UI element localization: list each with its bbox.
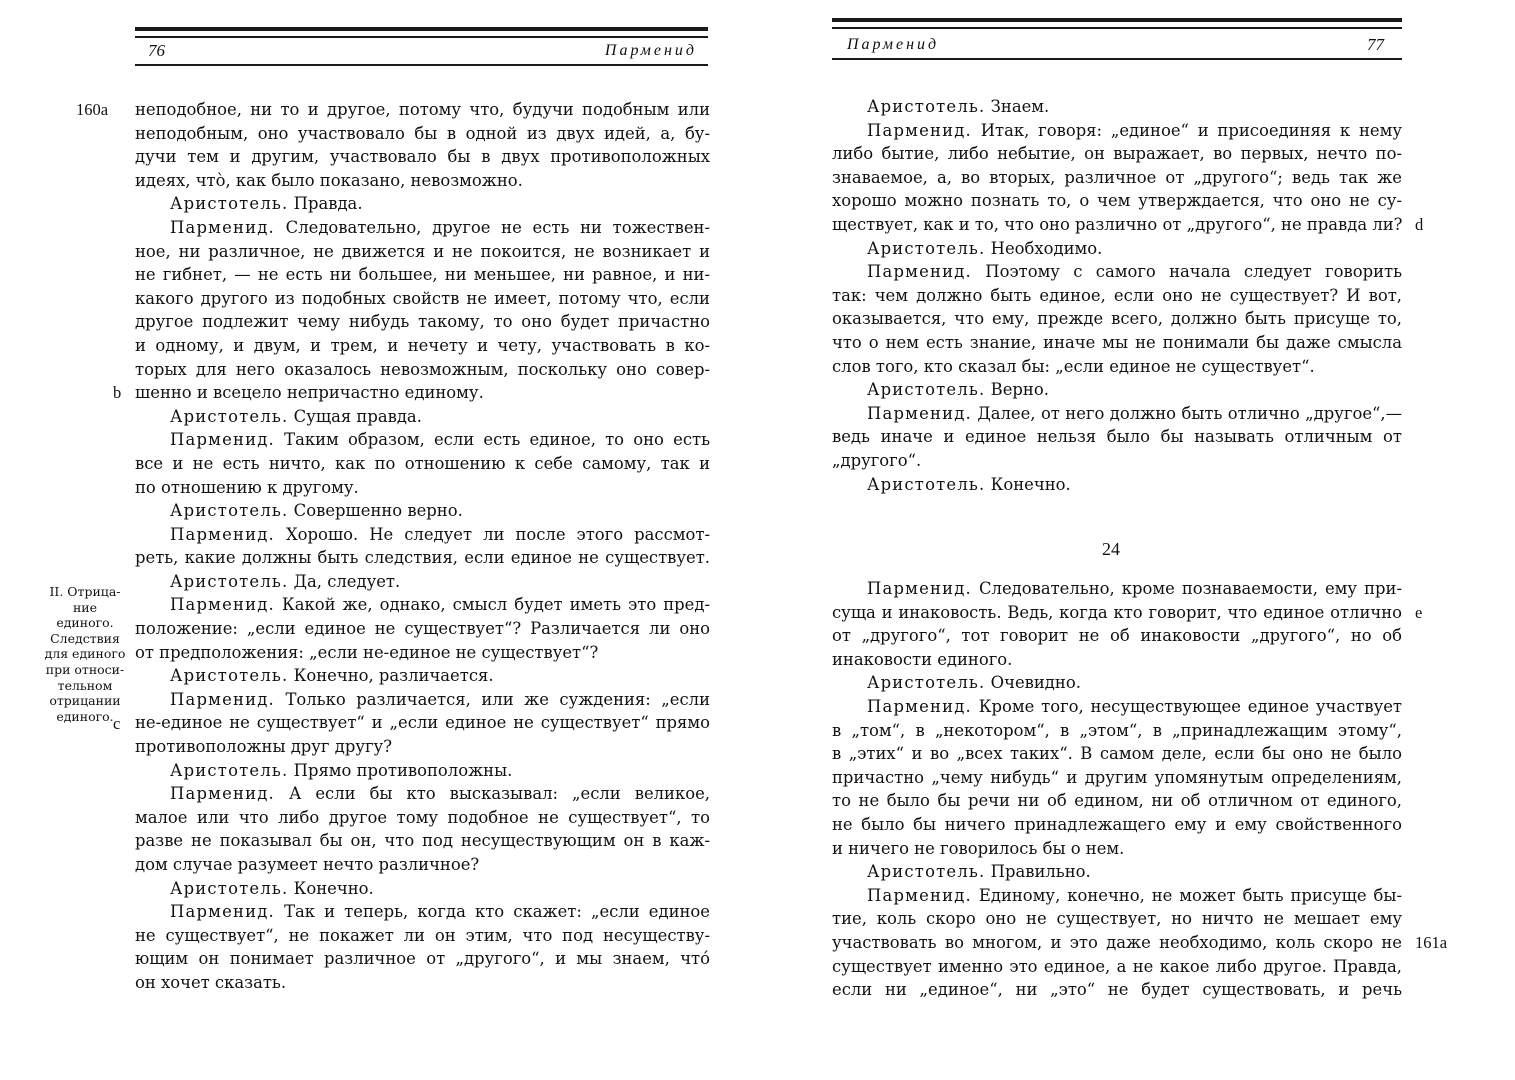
header-rule-mid — [135, 36, 708, 38]
text-line — [832, 789, 1402, 813]
text-line — [135, 711, 710, 735]
line-text: разве не показывал бы он, что под несуществующим он в каж- — [135, 831, 710, 851]
line-text: Хорошо. Не следует ли после этого рассмот- — [274, 524, 710, 544]
text-line — [135, 192, 710, 216]
line-text: Совершенно верно. — [288, 501, 463, 521]
speaker-name: Аристотель. — [867, 474, 986, 494]
text-line — [135, 523, 710, 547]
right-page — [757, 0, 1515, 1080]
line-text: Следовательно, кроме познаваемости, ему при- — [971, 579, 1402, 598]
speaker-name: Аристотель. — [170, 666, 289, 686]
line-text: все и не есть ничто, как по отношению к себе самому, так и — [135, 453, 710, 473]
text-line — [832, 189, 1402, 213]
text-line — [135, 570, 710, 594]
text-line — [135, 381, 710, 405]
text-line — [135, 310, 710, 334]
line-text: Далее, от него должно быть отлично „другое“,— — [971, 403, 1402, 423]
line-text: не было бы ничего принадлежащего ему и ему свойственного — [832, 814, 1402, 834]
line-text: причастно „чему нибудь“ и другим упомянутым определениям, — [832, 767, 1402, 787]
text-line — [832, 719, 1402, 743]
line-text: Поэтому с самого начала следует говорить — [971, 262, 1402, 282]
speaker-name: Парменид. — [867, 120, 972, 140]
text-line — [832, 331, 1402, 355]
text-line — [135, 145, 710, 169]
line-text: Очевидно. — [985, 673, 1081, 693]
speaker-name: Парменид. — [867, 579, 972, 598]
line-text: инаковости единого. — [832, 649, 1013, 669]
text-line — [832, 978, 1402, 1002]
text-line — [832, 766, 1402, 790]
line-text: то не было бы речи ни об едином, ни об отличном от единого, — [832, 791, 1402, 811]
left-body-text — [135, 98, 710, 995]
line-text: не-единое не существует“ и „если единое не существует“ прямо — [135, 713, 710, 733]
text-line — [135, 287, 710, 311]
margin-marker: c — [113, 713, 121, 733]
line-text: ведь иначе и единое нельзя было бы называть отличным от — [832, 427, 1402, 447]
text-line — [832, 931, 1402, 955]
text-line — [135, 853, 710, 877]
text-line — [135, 664, 710, 688]
right-body-text-top — [832, 95, 1402, 496]
right-body-text-bottom — [832, 577, 1402, 1002]
text-line — [135, 877, 710, 901]
speaker-name: Аристотель. — [867, 862, 986, 882]
line-text: торых для него оказалось невозможным, поскольку оно совер- — [135, 359, 710, 379]
text-line — [135, 735, 710, 759]
line-text: в „том“, в „некотором“, в „этом“, в „принадлежащим этому“, — [832, 720, 1402, 740]
text-line — [135, 759, 710, 783]
text-line — [832, 260, 1402, 284]
left-page — [0, 0, 757, 1080]
line-text: он хочет сказать. — [135, 972, 287, 992]
side-note-line: II. Отрица- — [49, 584, 121, 599]
running-title: Парменид — [847, 36, 940, 53]
line-text: от предположения: „если не-единое не существует“? — [135, 642, 599, 662]
text-line — [832, 837, 1402, 861]
text-line — [832, 213, 1402, 237]
line-text: не гибнет, — не есть ни большее, ни меньшее, ни равное, и ни- — [135, 265, 710, 285]
text-line — [135, 688, 710, 712]
line-text: дучи тем и другим, участвовало бы в двух противоположных — [135, 147, 710, 167]
line-text: слов того, кто сказал бы: „если единое не существует“. — [832, 356, 1315, 376]
line-text: ществует, как и то, что оно различно от „другого“, не правда ли? — [832, 214, 1403, 234]
speaker-name: Аристотель. — [170, 571, 289, 591]
line-text: Прямо противоположны. — [288, 760, 513, 780]
speaker-name: Парменид. — [867, 262, 972, 282]
line-text: Правильно. — [985, 862, 1091, 882]
line-text: оказывается, что ему, прежде всего, должно быть присуще то, — [832, 309, 1402, 329]
line-text: Следовательно, другое не есть ни тожествен- — [274, 217, 710, 237]
text-line — [135, 428, 710, 452]
line-text: малое или что либо другое тому подобное не существует“, то — [135, 807, 710, 827]
text-line — [832, 425, 1402, 449]
speaker-name: Парменид. — [170, 902, 275, 922]
text-line — [832, 742, 1402, 766]
side-note-line: при относи- — [45, 661, 125, 677]
line-text: идеях, что̀, как было показано, невозможно. — [135, 170, 523, 190]
text-line — [832, 907, 1402, 931]
text-line — [832, 402, 1402, 426]
text-line — [832, 307, 1402, 331]
speaker-name: Парменид. — [170, 430, 275, 450]
line-text: знаваемое, а, во вторых, различное от „другого“; ведь так же — [832, 167, 1402, 187]
margin-marker: d — [1415, 215, 1424, 234]
text-line — [135, 617, 710, 641]
text-line — [135, 476, 710, 500]
side-note-line: Следствия — [50, 630, 120, 646]
line-text: и одному, и двум, и трем, и нечету и чету, участвовать в ко- — [135, 335, 710, 355]
header-rule-mid — [832, 27, 1402, 29]
text-line — [135, 829, 710, 853]
line-text: ющим он понимает различное от „другого“, и мы знаем, что́ — [135, 949, 710, 969]
line-text: Только различается, или же суждения: „если — [274, 689, 710, 709]
line-text: положение: „если единое не существует“? Различается ли оно — [135, 619, 710, 639]
speaker-name: Парменид. — [170, 595, 275, 615]
line-text: шенно и всецело непричастно единому. — [135, 383, 484, 403]
text-line — [135, 334, 710, 358]
text-line — [135, 900, 710, 924]
speaker-name: Аристотель. — [170, 878, 289, 898]
text-line — [135, 499, 710, 523]
side-note — [44, 584, 126, 724]
text-line — [832, 473, 1402, 497]
text-line — [832, 449, 1402, 473]
line-text: Конечно, различается. — [288, 666, 494, 686]
text-line — [832, 95, 1402, 119]
line-text: другое подлежит чему нибудь такому, то оно будет причастно — [135, 312, 710, 332]
line-text: Конечно. — [288, 878, 374, 898]
text-line — [832, 695, 1402, 719]
text-line — [135, 947, 710, 971]
speaker-name: Парменид. — [170, 217, 275, 237]
speaker-name: Аристотель. — [867, 673, 986, 693]
section-number: 24 — [1102, 539, 1120, 559]
text-line — [832, 378, 1402, 402]
text-line — [832, 166, 1402, 190]
text-line — [135, 216, 710, 240]
line-text: Правда. — [288, 194, 363, 214]
text-line — [135, 358, 710, 382]
line-text: существует именно это единое, а не какое либо другое. Правда, — [832, 956, 1402, 976]
speaker-name: Аристотель. — [170, 406, 289, 426]
speaker-name: Аристотель. — [170, 501, 289, 521]
speaker-name: Парменид. — [170, 524, 275, 544]
text-line — [135, 593, 710, 617]
margin-marker: b — [113, 383, 122, 403]
speaker-name: Аристотель. — [867, 238, 986, 258]
line-text: по отношению к другому. — [135, 477, 359, 497]
line-text: от „другого“, тот говорит не об инаковости „другого“, но об — [832, 626, 1402, 646]
line-text: что о нем есть знание, иначе мы не понимали бы даже смысла — [832, 332, 1402, 352]
line-text: не существует“, не покажет ли он этим, что под несуществу- — [135, 925, 710, 945]
text-line — [135, 122, 710, 146]
header-rule-bottom — [135, 64, 708, 66]
text-line — [832, 601, 1402, 625]
text-line — [135, 263, 710, 287]
line-text: и ничего не говорилось бы о нем. — [832, 838, 1125, 858]
line-text: Так и теперь, когда кто скажет: „если единое — [274, 902, 710, 922]
header-rule-bottom — [832, 58, 1402, 60]
speaker-name: Парменид. — [867, 885, 972, 905]
line-text: дом случае разумеет нечто различное? — [135, 855, 480, 874]
line-text: противоположны друг другу? — [135, 737, 392, 757]
text-line — [832, 284, 1402, 308]
page-number: 77 — [1367, 35, 1384, 54]
speaker-name: Парменид. — [867, 696, 972, 716]
line-text: неподобное, ни то и другое, потому что, будучи подобным или — [135, 100, 710, 119]
text-line — [832, 142, 1402, 166]
line-text: тие, коль скоро оно не существует, но ничто не мешает ему — [832, 909, 1402, 929]
running-title: Парменид — [604, 42, 697, 59]
line-text: Кроме того, несуществующее единое участвует — [971, 696, 1402, 716]
line-text: суща и инаковость. Ведь, когда кто говорит, что единое отлично — [832, 602, 1402, 622]
text-line — [135, 98, 710, 122]
speaker-name: Аристотель. — [170, 760, 289, 780]
text-line — [832, 671, 1402, 695]
text-line — [135, 240, 710, 264]
line-text: Да, следует. — [288, 571, 401, 591]
speaker-name: Парменид. — [170, 784, 275, 804]
line-text: участвовать во многом, и это даже необходимо, коль скоро не — [832, 932, 1402, 952]
line-text: так: чем должно быть единое, если оно не существует? И вот, — [832, 285, 1402, 305]
speaker-name: Парменид. — [867, 403, 972, 423]
line-text: Необходимо. — [985, 238, 1103, 258]
page-number: 76 — [148, 41, 165, 60]
text-line — [135, 546, 710, 570]
speaker-name: Парменид. — [170, 689, 275, 709]
text-line — [832, 577, 1402, 601]
line-text: Сущая правда. — [288, 406, 422, 426]
margin-marker: 160a — [76, 100, 109, 119]
line-text: в „этих“ и во „всех таких“. В самом деле, если бы оно не было — [832, 744, 1402, 764]
speaker-name: Аристотель. — [170, 194, 289, 214]
text-line — [135, 924, 710, 948]
line-text: Итак, говоря: „единое“ и присоединяя к нему — [971, 120, 1402, 140]
line-text: Единому, конечно, не может быть присуще бы- — [971, 885, 1402, 905]
speaker-name: Аристотель. — [867, 97, 986, 116]
text-line — [832, 884, 1402, 908]
margin-marker: 161a — [1415, 933, 1448, 952]
header-rule-top — [135, 27, 708, 31]
text-line — [832, 648, 1402, 672]
text-line — [135, 782, 710, 806]
text-line — [832, 955, 1402, 979]
side-note-line: единого. — [56, 708, 114, 724]
text-line — [135, 169, 710, 193]
text-line — [832, 813, 1402, 837]
side-note-line: тельном — [57, 677, 113, 693]
side-note-line: отрицании — [49, 693, 121, 709]
text-line — [135, 806, 710, 830]
line-text: „другого“. — [832, 450, 922, 470]
line-text: Таким образом, если есть единое, то оно есть — [274, 430, 710, 450]
text-line — [832, 860, 1402, 884]
line-text: неподобным, оно участвовало бы в одной из двух идей, а, бу- — [135, 123, 710, 143]
line-text: хорошо можно познать то, о чем утверждается, что оно не су- — [832, 191, 1402, 211]
side-note-line: для единого — [44, 646, 126, 662]
line-text: какого другого из подобных свойств не имеет, потому что, если — [135, 288, 710, 308]
line-text: Знаем. — [985, 97, 1050, 116]
text-line — [832, 355, 1402, 379]
header-rule-top — [832, 18, 1402, 22]
speaker-name: Аристотель. — [867, 380, 986, 400]
text-line — [135, 452, 710, 476]
side-note-line: ние единого. — [56, 599, 114, 631]
line-text: А если бы кто высказывал: „если великое, — [274, 784, 710, 804]
text-line — [135, 405, 710, 429]
line-text: если ни „единое“, ни „это“ не будет существовать, и речь — [832, 980, 1402, 1000]
line-text: либо бытие, либо небытие, он выражает, во первых, нечто по- — [832, 144, 1402, 164]
text-line — [135, 971, 710, 995]
text-line — [135, 641, 710, 665]
line-text: ное, ни различное, не движется и не покоится, не возникает и — [135, 241, 710, 261]
line-text: Верно. — [985, 380, 1049, 400]
text-line — [832, 624, 1402, 648]
text-line — [832, 237, 1402, 261]
margin-marker: e — [1415, 602, 1423, 622]
text-line — [832, 119, 1402, 143]
line-text: Конечно. — [985, 474, 1071, 494]
line-text: реть, какие должны быть следствия, если единое не существует. — [135, 548, 710, 568]
line-text: Какой же, однако, смысл будет иметь это пред- — [274, 595, 710, 615]
